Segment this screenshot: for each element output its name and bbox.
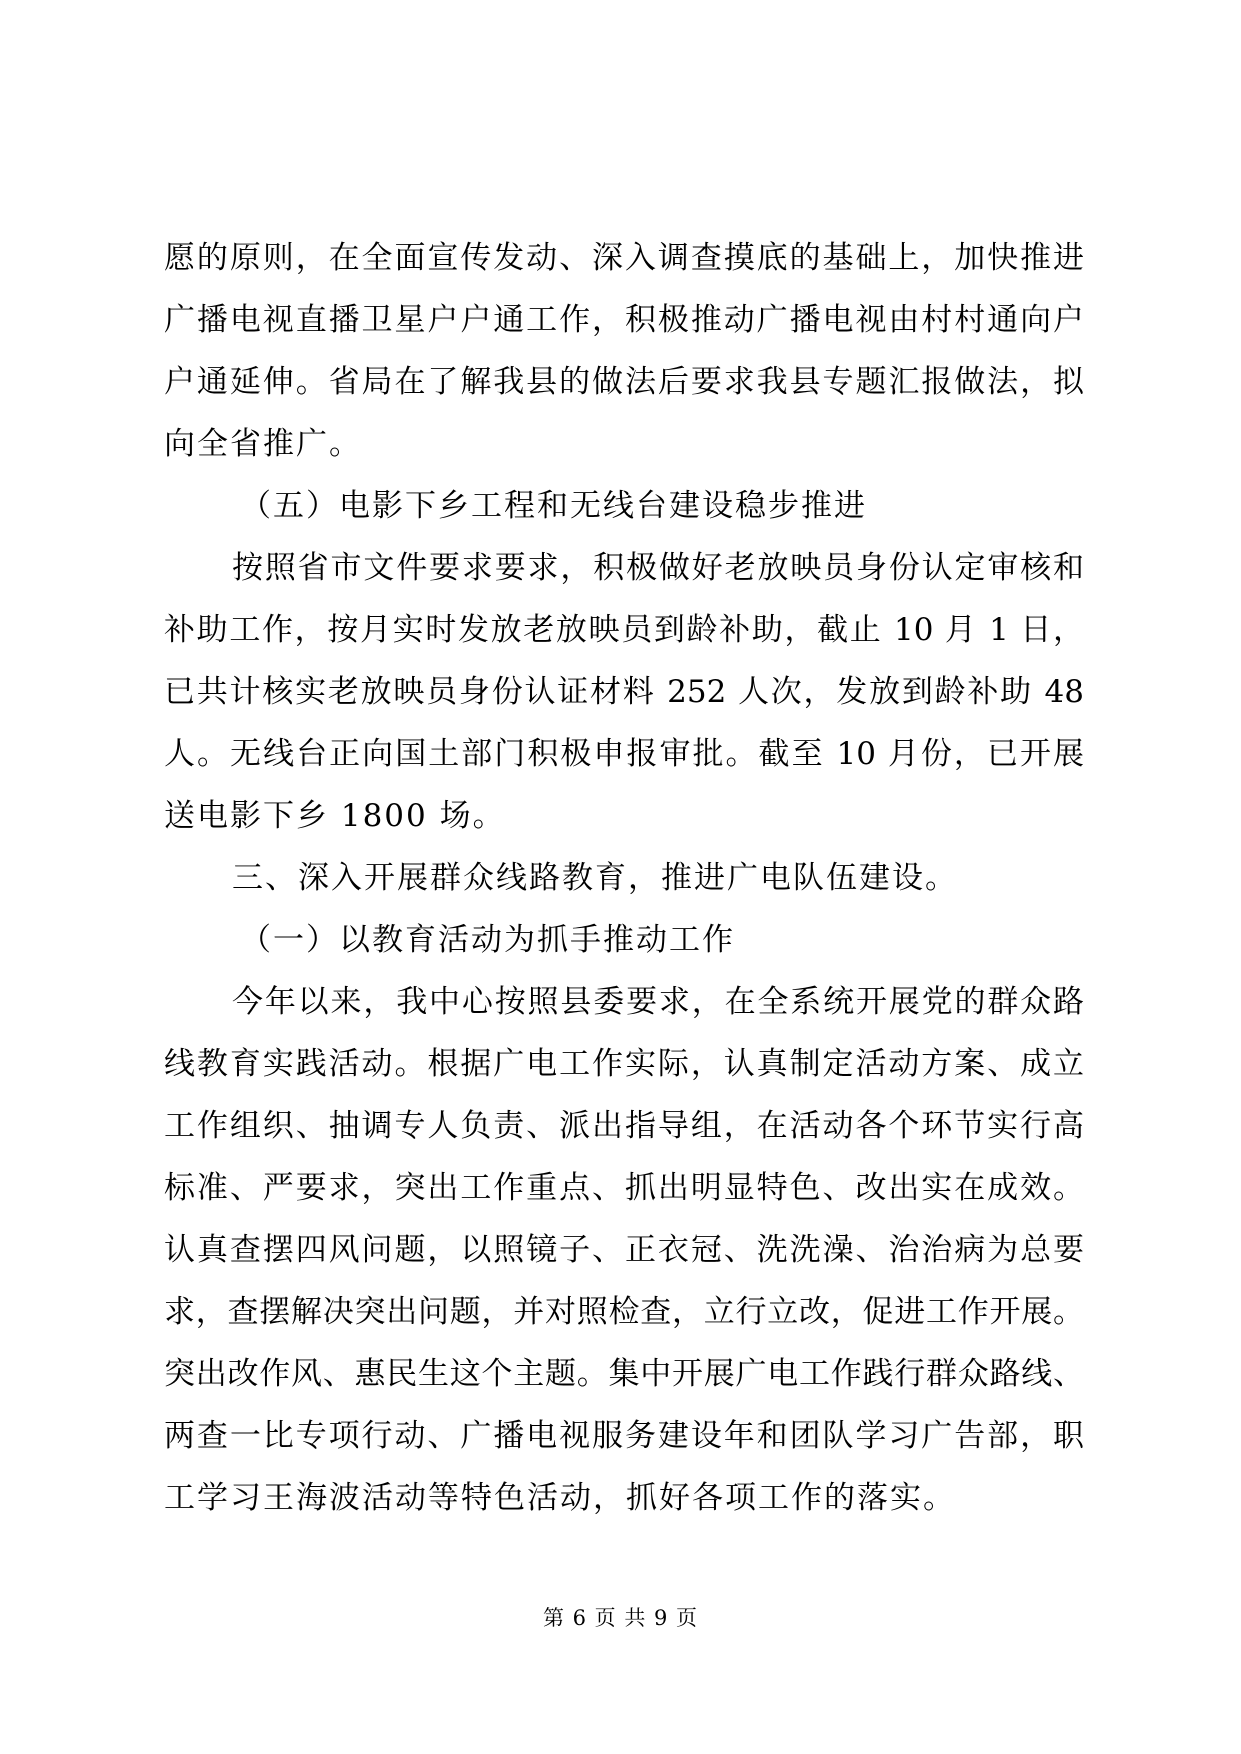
body-line: 已共计核实老放映员身份认证材料 252 人次，发放到龄补助 48 xyxy=(164,674,1084,710)
body-line: 工学习王海波活动等特色活动，抓好各项工作的落实。 xyxy=(164,1480,956,1516)
page-number-footer: 第 6 页 共 9 页 xyxy=(542,1606,699,1630)
body-line: 标准、严要求，突出工作重点、抓出明显特色、改出实在成效。 xyxy=(164,1170,1084,1206)
body-line: 今年以来，我中心按照县委要求，在全系统开展党的群众路 xyxy=(232,984,1084,1020)
body-line: 愿的原则，在全面宣传发动、深入调查摸底的基础上，加快推进 xyxy=(164,240,1084,276)
body-line: 人。无线台正向国土部门积极申报审批。截至 10 月份，已开展 xyxy=(164,736,1084,772)
section-heading: （五）电影下乡工程和无线台建设稳步推进 xyxy=(240,488,867,524)
body-line: 两查一比专项行动、广播电视服务建设年和团队学习广告部，职 xyxy=(164,1418,1084,1454)
body-line: 补助工作，按月实时发放老放映员到龄补助，截止 10 月 1 日， xyxy=(164,612,1084,648)
body-line: 送电影下乡 1800 场。 xyxy=(164,798,506,834)
body-line: 向全省推广。 xyxy=(164,426,362,462)
chapter-heading: 三、深入开展群众线路教育，推进广电队伍建设。 xyxy=(232,860,958,896)
section-heading: （一）以教育活动为抓手推动工作 xyxy=(240,922,735,958)
body-line: 广播电视直播卫星户户通工作，积极推动广播电视由村村通向户 xyxy=(164,302,1084,338)
body-line: 线教育实践活动。根据广电工作实际，认真制定活动方案、成立 xyxy=(164,1046,1084,1082)
body-line: 按照省市文件要求要求，积极做好老放映员身份认定审核和 xyxy=(232,550,1084,586)
body-line: 求，查摆解决突出问题，并对照检查，立行立改，促进工作开展。 xyxy=(164,1294,1084,1330)
body-line: 工作组织、抽调专人负责、派出指导组，在活动各个环节实行高 xyxy=(164,1108,1084,1144)
body-line: 认真查摆四风问题，以照镜子、正衣冠、洗洗澡、治治病为总要 xyxy=(164,1232,1084,1268)
body-line: 突出改作风、惠民生这个主题。集中开展广电工作践行群众路线、 xyxy=(164,1356,1084,1392)
body-line: 户通延伸。省局在了解我县的做法后要求我县专题汇报做法，拟 xyxy=(164,364,1084,400)
